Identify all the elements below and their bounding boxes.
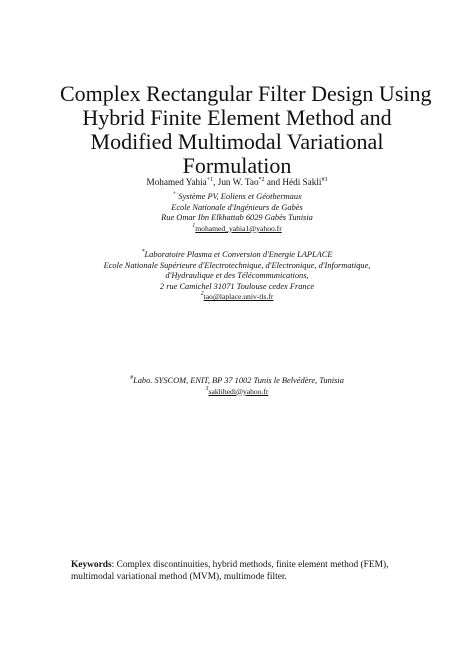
affiliation-marker: * (141, 249, 145, 256)
affiliation-marker: # (130, 375, 134, 382)
affiliation-line: Labo. SYSCOM, ENIT, BP 37 1002 Tunis le Belvédère, Tunisia (133, 376, 344, 385)
author-email-link[interactable]: mohamed_yahia1@yahoo.fr (195, 223, 282, 233)
email-marker: 2 (200, 291, 204, 298)
title-line: Hybrid Finite Element Method and (82, 105, 392, 130)
affiliation-1 (0, 192, 474, 234)
author-email-link[interactable]: tao@laplace.univ-tls.fr (203, 292, 274, 302)
paper-title (60, 81, 432, 178)
affiliation-line: Laboratoire Plasma et Conversion d'Energie LAPLACE (144, 250, 333, 259)
author-list (0, 177, 474, 187)
author-separator: , (213, 177, 218, 187)
affiliation-line: Système PV, Eoliens et Géothermaux (178, 192, 302, 201)
title-line: Formulation (182, 153, 292, 178)
email-marker: 3 (205, 385, 209, 392)
keywords-label: Keywords (71, 560, 112, 570)
affiliation-3 (0, 376, 474, 397)
affiliation-line: Rue Omar Ibn Elkhattab 6029 Gabès Tunisia (161, 213, 313, 223)
author-marker: *2 (258, 176, 265, 183)
affiliation-2 (0, 250, 474, 303)
author-name: Mohamed Yahia (146, 177, 207, 187)
keywords-paragraph (71, 560, 411, 583)
author-name: Jun W. Tao (217, 177, 259, 187)
email-marker: 1 (192, 222, 196, 229)
affiliation-line: Ecole Nationale Supérieure d'Electrotechnique, d'Electronique, d'Informatique, (103, 260, 371, 270)
affiliation-line: Ecole Nationale d'Ingénieurs de Gabès (171, 202, 303, 212)
author-separator: and (264, 177, 283, 187)
author-marker: #3 (321, 176, 328, 183)
affiliation-marker: + (172, 191, 177, 198)
affiliation-line: d'Hydraulique et des Télécommunications, (165, 271, 309, 281)
keywords-text: : Complex discontinuities, hybrid methods, finite element method (FEM), multimodal variational method (MVM), multimode filter. (71, 560, 389, 582)
author-marker: +1 (206, 176, 214, 183)
author-name: Hédi Sakli (282, 177, 322, 187)
title-line: Complex Rectangular Filter Design Using (60, 81, 432, 106)
author-email-link[interactable]: saklihedi@yahoo.fr (208, 386, 269, 396)
affiliation-line: 2 rue Camichel 31071 Toulouse cedex France (159, 281, 315, 291)
title-line: Modified Multimodal Variational (90, 129, 384, 154)
